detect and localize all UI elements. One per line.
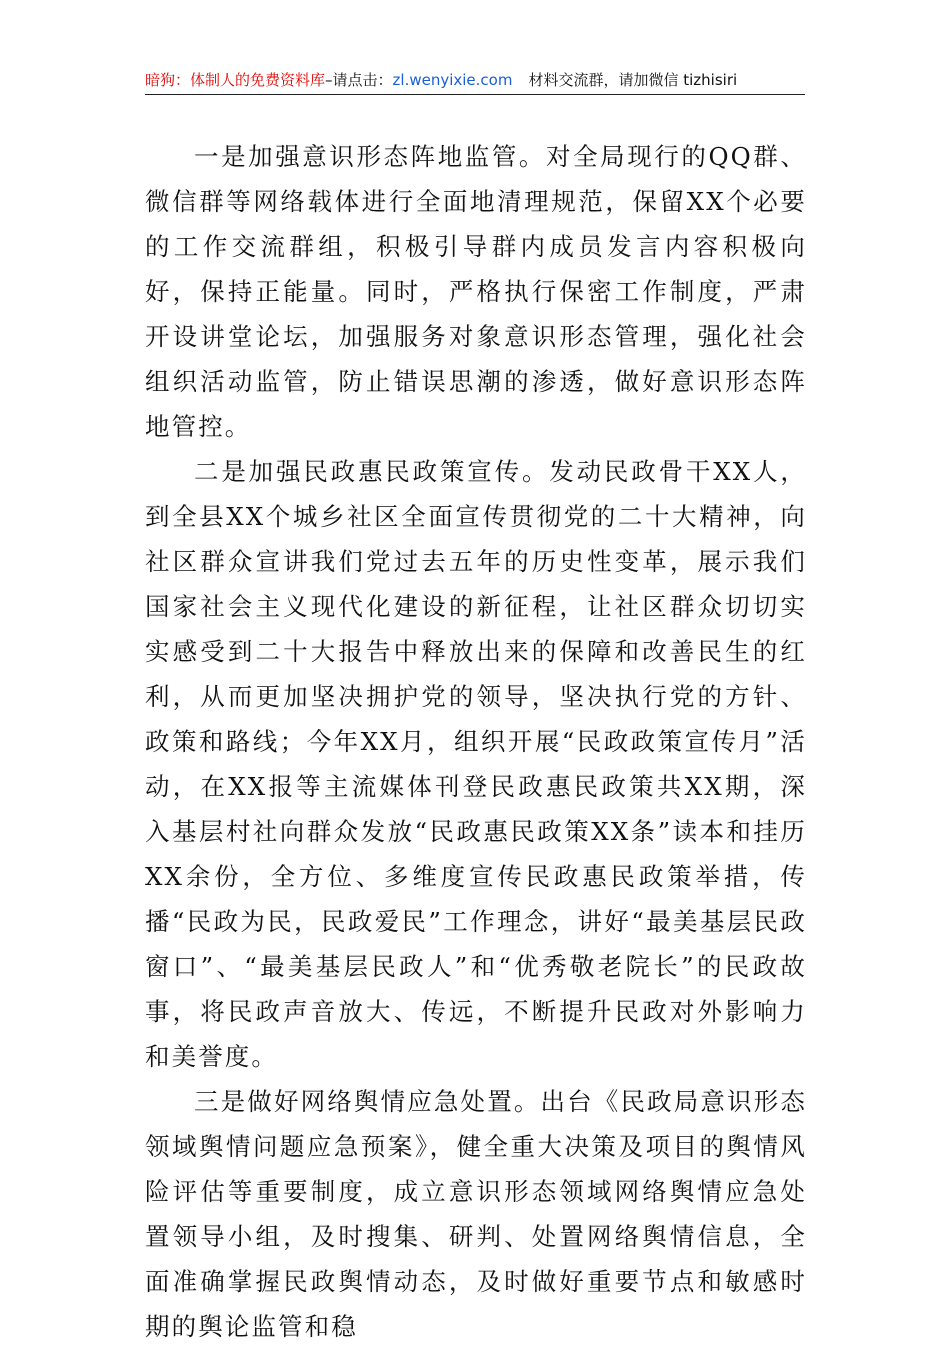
page-header	[145, 66, 805, 95]
paragraph-policy-publicity: 二是加强民政惠民政策宣传。发动民政骨干XX人，到全县XX个城乡社区全面宣传贯彻党的二十大精神，向社区群众宣讲我们党过去五年的历史性变革，展示我们国家社会主义现代化建设的新征程，让社区群众切切实实感受到二十大报告中释放出来的保障和改善民生的红利，从而更加坚决拥护党的领导，坚决执行党的方针、政策和路线；今年XX月，组织开展“民政政策宣传月”活动，在XX报等主流媒体刊登民政惠民政策共XX期，深入基层村社向群众发放“民政惠民政策XX条”读本和挂历XX余份，全方位、多维度宣传民政惠民政策举措，传播“民政为民，民政爱民”工作理念，讲好“最美基层民政窗口”、“最美基层民政人”和“优秀敬老院长”的民政故事，将民政声音放大、传远，不断提升民政对外影响力和美誉度。	[145, 457, 807, 1071]
paragraph-ideology-position: 一是加强意识形态阵地监管。对全局现行的QQ群、微信群等网络载体进行全面地清理规范，保留XX个必要的工作交流群组，积极引导群内成员发言内容积极向好，保持正能量。同时，严格执行保密工作制度，严肃开设讲堂论坛，加强服务对象意识形态管理，强化社会组织活动监管，防止错误思潮的渗透，做好意识形态阵地管控。	[145, 142, 807, 441]
header-group-note: 材料交流群，请加微信 tizhisiri	[528, 71, 738, 89]
header-promo-text: 暗狗：体制人的免费资料库	[145, 71, 326, 89]
document-body	[145, 134, 807, 1349]
paragraph-public-opinion: 三是做好网络舆情应急处置。出台《民政局意识形态领域舆情问题应急预案》，健全重大决策及项目的舆情风险评估等重要制度，成立意识形态领域网络舆情应急处置领导小组，及时搜集、研判、处置网络舆情信息，全面准确掌握民政舆情动态，及时做好重要节点和敏感时期的舆论监管和稳	[145, 1087, 807, 1341]
header-link-prefix: –请点击：	[325, 71, 393, 89]
header-website-link[interactable]: zl.wenyixie.com	[392, 71, 513, 89]
